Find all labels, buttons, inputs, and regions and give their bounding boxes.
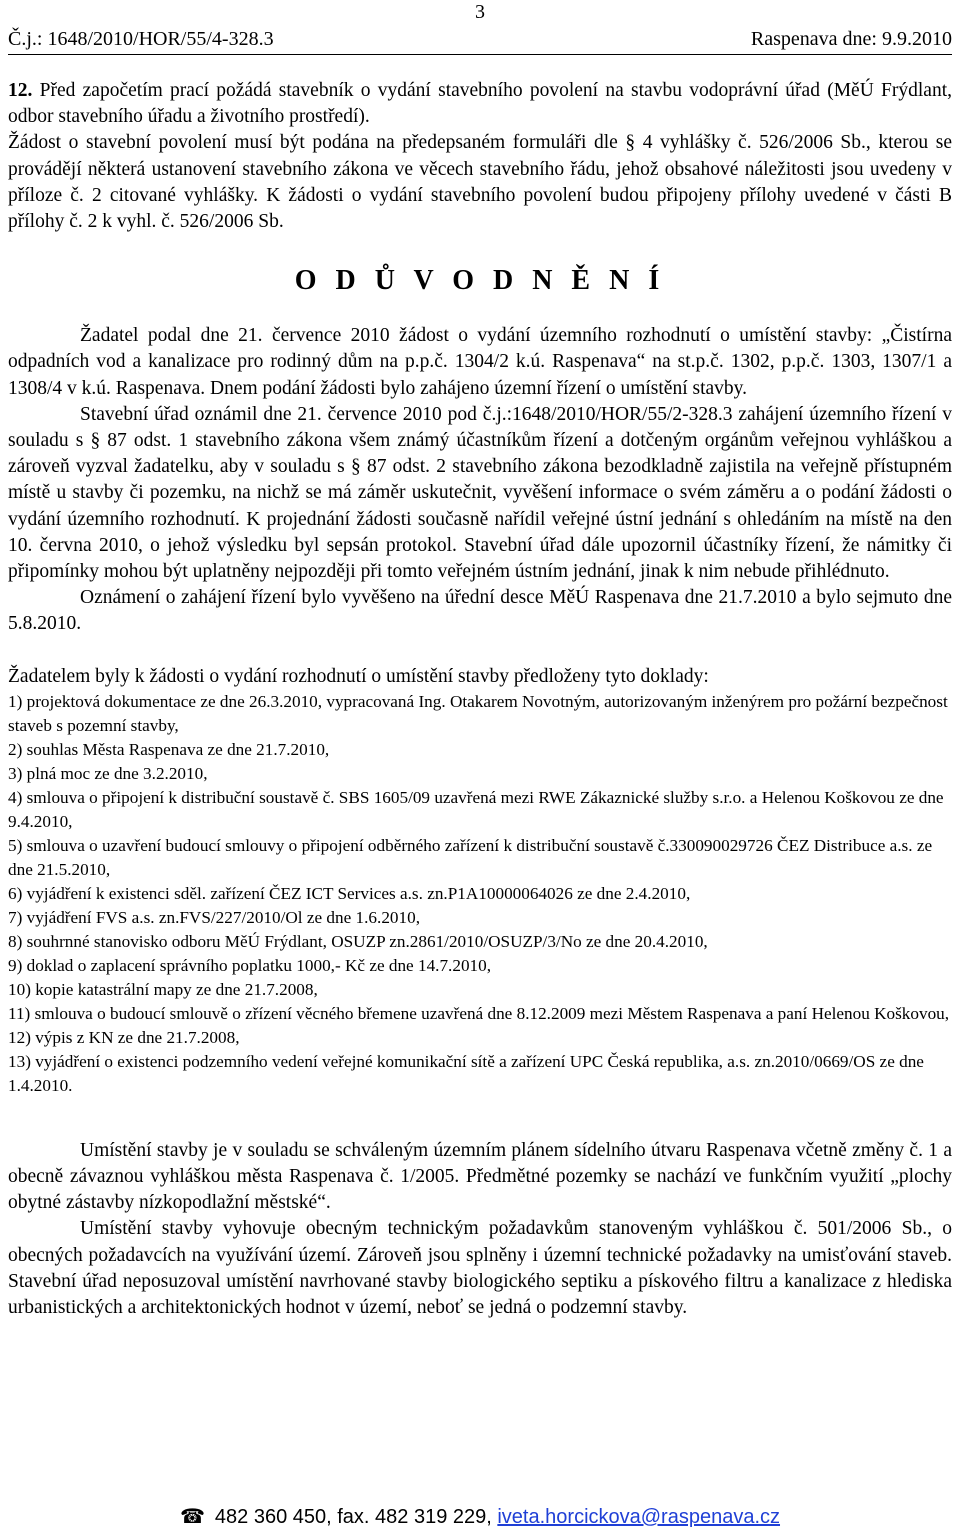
spacer <box>8 1098 952 1138</box>
reasoning-paragraph-3: Oznámení o zahájení řízení bylo vyvěšeno na úřední desce MěÚ Raspenava dne 21.7.2010 a bylo sejmuto dne 5.8.2010. <box>8 587 952 635</box>
list-item: 10) kopie katastrální mapy ze dne 21.7.2008, <box>8 979 318 999</box>
list-item: 2) souhlas Města Raspenava ze dne 21.7.2010, <box>8 739 330 759</box>
list-item: 12) výpis z KN ze dne 21.7.2008, <box>8 1027 240 1047</box>
list-item: 8) souhrnné stanovisko odboru MěÚ Frýdlant, OSUZP zn.2861/2010/OSUZP/3/No ze dne 20.4.2010, <box>8 931 708 951</box>
list-item: 4) smlouva o připojení k distribuční soustavě č. SBS 1605/09 uzavřená mezi RWE Zákaznické služby s.r.o. a Helenou Koškovou ze dne 9.4.2010, <box>8 787 944 831</box>
reference-number: Č.j.: 1648/2010/HOR/55/4-328.3 <box>8 28 274 50</box>
list-item: 5) smlouva o uzavření budoucí smlouvy o připojení odběrného zařízení k distribuční soustavě č.330090029726 ČEZ Distribuce a.s. ze dne 21.5.2010, <box>8 835 933 879</box>
document-date: Raspenava dne: 9.9.2010 <box>750 28 952 50</box>
condition-text: Před započetím prací požádá stavebník o vydání stavebního povolení na stavbu vodoprávní úřad (MěÚ Frýdlant, odbor stavebního úřadu a životního prostředí). <box>8 80 952 128</box>
document-body <box>8 78 952 1321</box>
reasoning-paragraph-2: Stavební úřad oznámil dne 21. července 2010 pod č.j.:1648/2010/HOR/55/2-328.3 zahájení územního řízení v souladu s § 87 odst. 1 stavebního zákona všem známý účastníkům řízení a dotčeným orgánům veřejnou vyhláškou a zároveň vyzval žadatelku, aby v souladu s § 87 odst. 2 stavebního zákona bezodkladně zajistila na veřejně přístupném místě u stavby či pozemku, na nichž se má záměr uskutečnit, vyvěšení informace o svém záměru a o podání žádosti o vydání územního rozhodnutí. K projednání žádosti současně nařídil veřejné ústní jednání s ohledáním na místě na den 10. června 2010, o jehož výsledku byl sepsán protokol. Stavební úřad dále upozornil účastníky řízení, že námitky či připomínky mohou být uplatněny nejpozději při tomto veřejném ústním jednání, jinak k nim nebude přihlédnuto. <box>8 403 952 583</box>
list-item: 1) projektová dokumentace ze dne 26.3.2010, vypracovaná Ing. Otakarem Novotným, autorizovaným inženýrem pro požární bezpečnost staveb s pozemní stavby, <box>8 691 948 735</box>
list-item: 13) vyjádření o existenci podzemního vedení veřejné komunikační sítě a zařízení UPC Česká republika, a.s. zn.2010/0669/OS ze dne 1.4.2010. <box>8 1051 924 1095</box>
phone-icon: ☎ <box>179 1506 205 1528</box>
documents-list <box>8 690 952 1098</box>
list-item: 3) plná moc ze dne 3.2.2010, <box>8 763 208 783</box>
list-item: 9) doklad o zaplacení správního poplatku 1000,- Kč ze dne 14.7.2010, <box>8 955 492 975</box>
contact-phone-fax: 482 360 450, fax. 482 319 229, <box>214 1506 492 1528</box>
condition-12-continued: Žádost o stavební povolení musí být podána na předepsaném formuláři dle § 4 vyhlášky č. 526/2006 Sb., kterou se provádějí některá ustanovení stavebního zákona ve věcech stavebního řádu, jehož obsahové náležitosti jsou uvedeny v příloze č. 2 citované vyhlášky. K žádosti o vydání stavebního povolení budou připojeny přílohy uvedené v části B přílohy č. 2 k vyhl. č. 526/2006 Sb. <box>8 132 952 233</box>
page-number: 3 <box>475 1 485 23</box>
list-item: 6) vyjádření k existenci sděl. zařízení ČEZ ICT Services a.s. zn.P1A10000064026 ze dne 2.4.2010, <box>8 883 691 903</box>
documents-intro: Žadatelem byly k žádosti o vydání rozhodnutí o umístění stavby předloženy tyto doklady: <box>8 665 709 687</box>
reasoning-paragraph-1: Žadatel podal dne 21. července 2010 žádost o vydání územního rozhodnutí o umístění stavby: „Čistírna odpadních vod a kanalizace pro rodinný dům na p.p.č. 1304/2 k.ú. Raspenava“ na st.p.č. 1302, p.p.č. 1303, 1307/1 a 1308/4 v k.ú. Raspenava. Dnem podání žádosti bylo zahájeno územní řízení o umístění stavby. <box>8 325 952 399</box>
reasoning-paragraph-4: Umístění stavby je v souladu se schváleným územním plánem sídelního útvaru Raspenava včetně změny č. 1 a obecně závaznou vyhláškou města Raspenava č. 1/2005. Předmětné pozemky se nachází ve funkčním využití „plochy obytné zástavby nízkopodlažní městské“. <box>8 1139 952 1214</box>
email-link[interactable]: iveta.horcickova@raspenava.cz <box>497 1506 781 1528</box>
reasoning-heading: O D Ů V O D N Ě N Í <box>294 265 666 297</box>
page-footer <box>0 1504 960 1530</box>
header-divider <box>8 54 952 55</box>
reasoning-paragraph-5: Umístění stavby vyhovuje obecným technickým požadavkům stanoveným vyhláškou č. 501/2006 Sb., o obecných požadavcích na využívání území. Zároveň jsou splněny i územní technické požadavky na umisťování staveb. Stavební úřad neposuzoval umístění navrhované stavby biologického septiku a pískového filtru a kanalizace z hlediska urbanistických a architektonických hodnot v území, neboť se jedná o podzemní stavby. <box>8 1218 952 1319</box>
condition-number: 12. <box>8 80 33 101</box>
list-item: 7) vyjádření FVS a.s. zn.FVS/227/2010/Ol ze dne 1.6.2010, <box>8 907 420 927</box>
list-item: 11) smlouva o budoucí smlouvě o zřízení věcného břemene uzavřená dne 8.12.2009 mezi Městem Raspenava a paní Helenou Koškovou, <box>8 1003 950 1023</box>
condition-12 <box>8 78 952 130</box>
spacer <box>8 638 952 664</box>
